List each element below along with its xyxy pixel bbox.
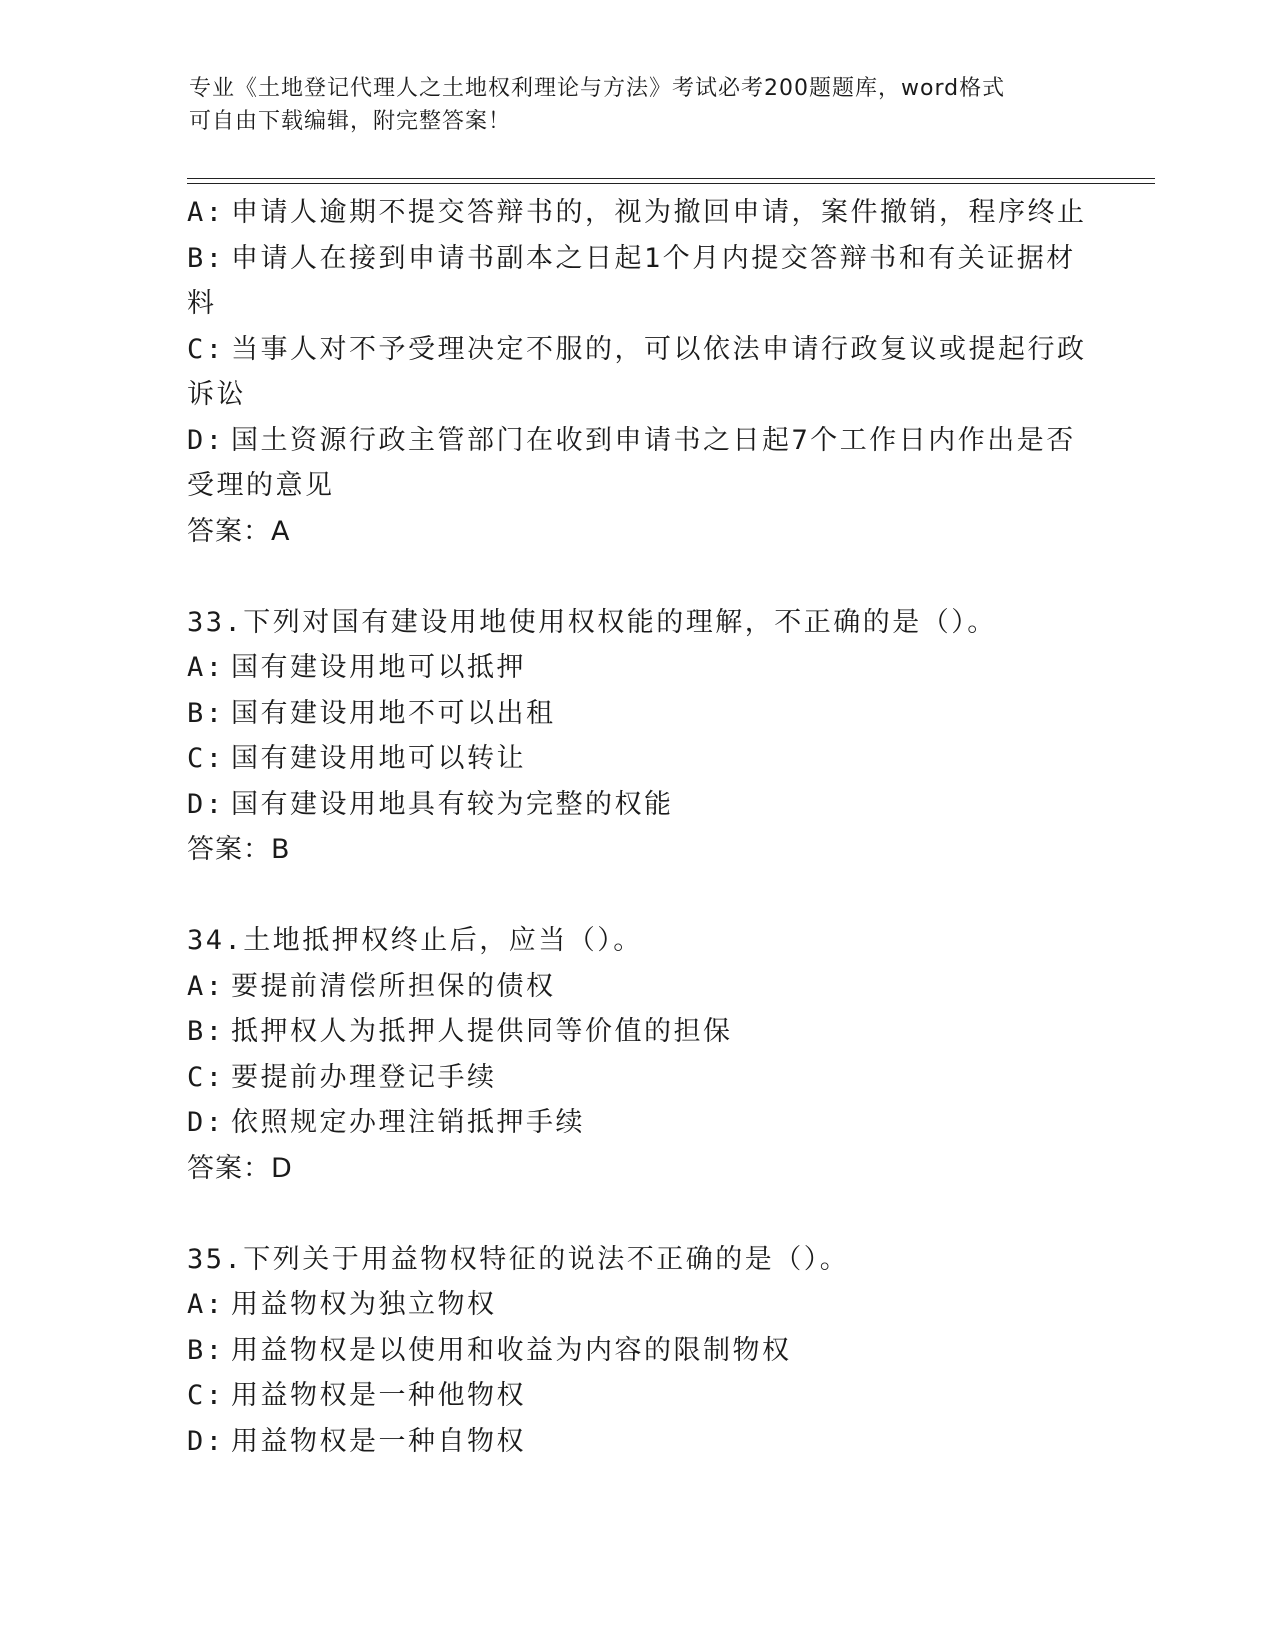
option-d [187,1419,1087,1465]
option-key: A: [187,970,225,1002]
option-b [187,1009,1087,1055]
question-35 [187,1237,1087,1465]
option-text: 国有建设用地可以抵押 [231,652,526,683]
header-rule-top [187,178,1155,179]
option-text: 申请人在接到申请书副本之日起1个月内提交答辩书和有关证据材 [231,242,1076,274]
option-b [187,691,1087,737]
option-c [187,736,1087,782]
option-key: D: [187,1425,225,1457]
header-line-1: 专业《土地登记代理人之土地权利理论与方法》考试必考200题题库，word格式 [189,76,1006,101]
option-text: 用益物权是一种自物权 [231,1425,526,1457]
option-text: 申请人逾期不提交答辩书的，视为撤回申请，案件撤销，程序终止 [231,197,1087,228]
option-key: B: [187,697,225,729]
option-text: 依照规定办理注销抵押手续 [231,1107,585,1138]
option-key: B: [187,242,225,274]
option-key: A: [187,197,225,228]
answer: 答案：A [187,515,291,547]
answer: 答案：B [187,834,291,865]
option-text: 抵押权人为抵押人提供同等价值的担保 [231,1016,733,1047]
option-text: 国有建设用地可以转让 [231,743,526,774]
question-text: 34.土地抵押权终止后，应当（）。 [187,925,643,956]
option-a [187,1282,1087,1328]
option-text: 国有建设用地不可以出租 [231,697,556,729]
option-key: A: [187,1289,225,1320]
option-text: 要提前清偿所担保的债权 [231,970,556,1002]
option-c [187,1373,1087,1419]
option-a [187,645,1087,691]
spacer [187,1191,1087,1237]
option-d [187,1100,1087,1146]
header-line-2: 可自由下载编辑，附完整答案！ [189,109,512,134]
option-key: D: [187,1107,225,1138]
option-d [187,782,1087,828]
option-b-continuation: 料 [187,288,217,319]
option-b [187,236,1087,282]
option-key: D: [187,788,225,820]
option-d [187,418,1087,464]
question-34 [187,918,1087,1191]
question-32 [187,190,1087,554]
option-text: 国有建设用地具有较为完整的权能 [231,788,674,820]
option-key: C: [187,333,225,365]
option-b [187,1328,1087,1374]
header-rule-bottom [187,183,1155,184]
option-key: C: [187,743,225,774]
option-text: 用益物权为独立物权 [231,1289,497,1320]
option-a [187,964,1087,1010]
option-a [187,190,1087,236]
option-text: 用益物权是以使用和收益为内容的限制物权 [231,1334,792,1366]
question-text: 35.下列关于用益物权特征的说法不正确的是（）。 [187,1243,850,1275]
option-text: 用益物权是一种他物权 [231,1380,526,1411]
option-key: D: [187,424,225,456]
option-key: A: [187,652,225,683]
option-c [187,1055,1087,1101]
question-list [187,190,1087,1464]
option-text: 国土资源行政主管部门在收到申请书之日起7个工作日内作出是否 [231,424,1076,456]
option-c [187,327,1087,373]
document-header [189,72,1069,138]
spacer [187,873,1087,919]
option-c-continuation: 诉讼 [187,379,246,410]
option-key: B: [187,1016,225,1047]
option-key: C: [187,1061,225,1093]
option-text: 当事人对不予受理决定不服的，可以依法申请行政复议或提起行政 [231,333,1087,365]
option-text: 要提前办理登记手续 [231,1061,497,1093]
question-text: 33.下列对国有建设用地使用权权能的理解，不正确的是（）。 [187,606,997,638]
option-key: B: [187,1334,225,1366]
option-key: C: [187,1380,225,1411]
question-33 [187,600,1087,873]
option-d-continuation: 受理的意见 [187,470,335,501]
answer: 答案：D [187,1152,293,1184]
spacer [187,554,1087,600]
